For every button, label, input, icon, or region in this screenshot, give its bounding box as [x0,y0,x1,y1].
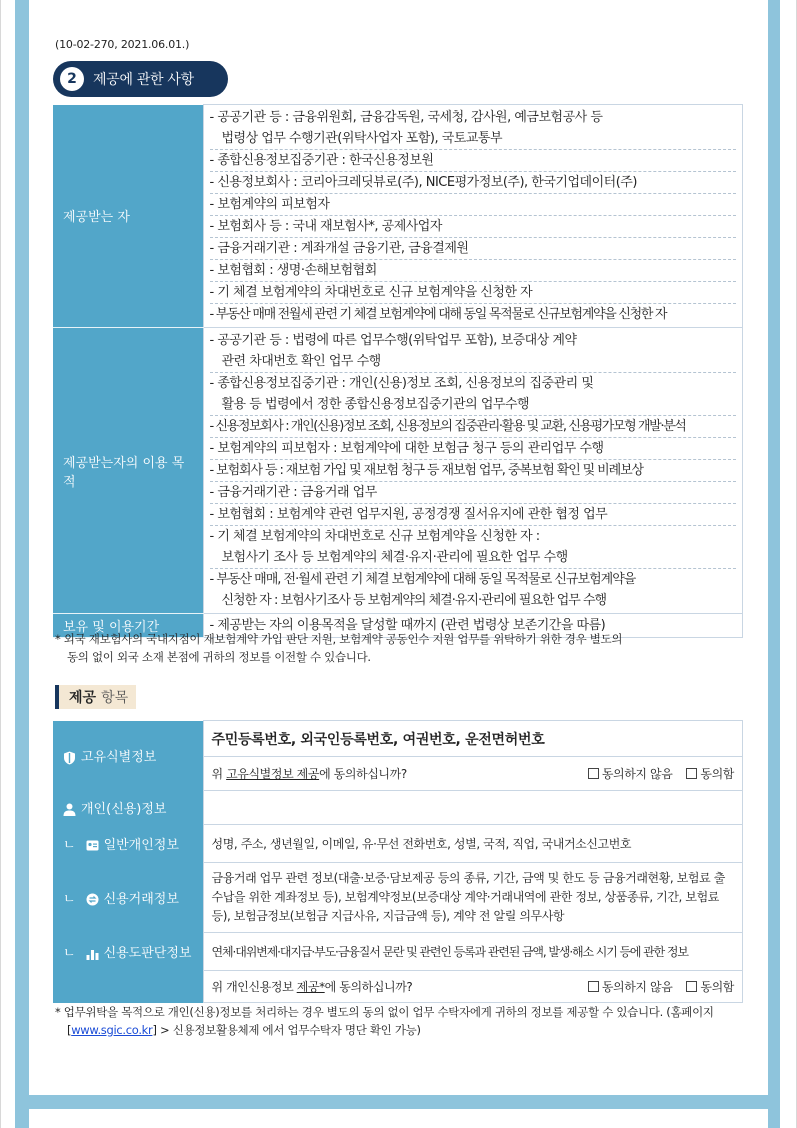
table-row [53,105,743,328]
disagree-label: 동의하지 않음 [601,980,673,994]
bar-chart-icon [86,948,99,960]
list-item: - 종합신용정보집중기관 : 개인(신용)정보 조회, 신용정보의 집중관리 및 활용 등 법령에서 정한 종합신용정보집중기관의 업무수행 [210,373,737,416]
table-row [53,791,743,825]
personal-consent-label-cell [53,971,203,1003]
list-item: - 신용정보회사 : 개인(신용)정보 조회, 신용정보의 집중관리·활용 및 교환, 신용평가모형 개발·분석 [210,416,737,438]
provision-table [53,104,743,638]
tree-branch-icon: ㄴ [63,946,76,961]
personal-empty-cell [203,791,743,825]
unique-id-disagree-checkbox[interactable] [588,765,673,782]
id-card-icon [86,840,99,851]
unique-id-content: 주민등록번호, 외국인등록번호, 여권번호, 운전면허번호 [203,721,743,757]
footnote-reinsurance: * 외국 재보험사의 국내지점이 재보험계약 가입 판단 지원, 보험계약 공동인수 지원 업무를 위탁하기 위한 경우 별도의 동의 없이 외국 소재 본점에 귀하의 정보를 이전할 수 있습니다. [55,632,623,664]
personal-consent-row [203,971,743,1003]
agree-label: 동의함 [700,980,734,994]
list-item: - 부동산 매매 전월세 관련 기 체결 보험계약에 대해 동일 목적물로 신규보험계약을 신청한 자 [209,307,667,322]
list-item: - 기 체결 보험계약의 차대번호로 신규 보험계약을 신청한 자 : 보험사기 조사 등 보험계약의 체결·유지·관리에 필요한 업무 수행 [210,526,737,569]
question-prefix: 위 개인신용정보 [211,980,297,994]
unique-id-agree-checkbox[interactable] [686,765,734,782]
items-heading-bold: 제공 [69,690,97,706]
trade-label: 신용거래정보 [103,892,179,907]
list-item: - 보험회사 등 : 재보험 가입 및 재보험 청구 등 재보험 업무, 중복보험 확인 및 비례보상 [210,460,737,482]
list-item: - 공공기관 등 : 법령에 따른 업무수행(위탁업무 포함), 보증대상 계약 관련 차대번호 확인 업무 수행 [210,330,737,373]
credit-label-cell [53,933,203,971]
list-item: - 보험계약의 피보험자 [210,194,737,216]
general-label-cell [53,825,203,863]
list-item: - 공공기관 등 : 금융위원회, 금융감독원, 국세청, 감사원, 예금보험공사 등 법령상 업무 수행기관(위탁사업자 포함), 국토교통부 [210,107,737,150]
table-row [53,863,743,933]
question-underlined: 제공* [296,980,325,994]
list-item: - 부동산 매매, 전·월세 관련 기 체결 보험계약에 대해 동일 목적물로 신규보험계약을 신청한 자 : 보험사기조사 등 보험계약의 체결·유지·관리에 필요한 업무 수행 [209,572,636,608]
unique-id-label-cell [53,721,203,791]
exchange-icon [86,893,99,906]
tree-branch-icon: ㄴ [63,892,76,907]
personal-label: 개인(신용)정보 [81,802,167,817]
general-content: 성명, 주소, 생년월일, 이메일, 유·무선 전화번호, 성별, 국적, 직업, 국내거소신고번호 [203,825,743,863]
personal-question [212,978,413,995]
recipient-label: 제공받는 자 [53,105,203,328]
disagree-label: 동의하지 않음 [601,767,673,781]
list-item: - 종합신용정보집중기관 : 한국신용정보원 [210,150,737,172]
tree-branch-icon: ㄴ [63,838,76,853]
list-item: - 제공받는 자의 이용목적을 달성할 때까지 (관련 법령상 보존기간을 따름) [209,618,606,633]
table-row [53,721,743,757]
website-link[interactable]: www.sgic.co.kr [71,1023,153,1037]
credit-content: 연체·대위변제·대지급·부도·금융질서 문란 및 관련인 등록과 관련된 금액, 발생·해소 시기 등에 관한 정보 [203,933,743,971]
shield-icon [63,751,76,765]
unique-id-question [212,765,407,782]
question-suffix: 에 동의하십니까? [324,980,413,994]
bottom-border-band [15,1095,780,1109]
items-table [53,720,743,1003]
trade-content: 금융거래 업무 관련 정보(대출·보증·담보제공 등의 종류, 기간, 금액 및 한도 등 금융거래현황, 보험료 출수납을 위한 계좌정보 등), 보험계약정보(보증대상 계약·거래내역에 관한 정보, 상품종류, 기간, 보험료 등), 보험금정보(보험금 지급사유, 지급금액 등), 계약 전 알릴 의무사항 [203,863,743,933]
list-item: - 보험계약의 피보험자 : 보험계약에 대한 보험금 청구 등의 관리업무 수행 [210,438,737,460]
table-row [53,825,743,863]
person-icon [63,803,76,816]
general-label: 일반개인정보 [103,838,179,853]
footnote-text-after: ] > 신용정보활용체제 에서 업무수탁자 명단 확인 가능) [152,1023,421,1037]
question-underlined: 고유식별정보 제공 [226,767,320,781]
unique-id-consent-row [203,757,743,791]
recipient-content [203,105,743,328]
right-border-band [768,0,780,1128]
footnote-outsourcing [55,1003,745,1039]
section-title: 제공에 관한 사항 [93,72,194,88]
purpose-label: 제공받는자의 이용 목적 [53,328,203,614]
section-heading [53,61,228,97]
list-item: - 보험협회 : 보험계약 관련 업무지원, 공정경쟁 질서유지에 관한 협정 업무 [210,504,737,526]
personal-agree-checkbox[interactable] [686,978,734,995]
unique-id-label: 고유식별정보 [81,750,157,765]
question-suffix: 에 동의하십니까? [319,767,407,781]
left-border-band [15,0,29,1128]
retention-label: 보유 및 이용기간 [53,614,203,638]
personal-label-cell [53,791,203,825]
list-item: - 보험협회 : 생명·손해보험협회 [210,260,737,282]
list-item: - 보험회사 등 : 국내 재보험사*, 공제사업자 [210,216,737,238]
purpose-content [203,328,743,614]
credit-label: 신용도판단정보 [103,946,192,961]
table-row [53,933,743,971]
items-heading [55,685,136,709]
footnote-text: * 업무위탁을 목적으로 개인(신용)정보를 처리하는 경우 별도의 동의 없이 업무 수탁자에게 귀하의 정보를 제공할 수 있습니다. (홈페이지 [ [55,1005,714,1037]
list-item: - 기 체결 보험계약의 차대번호로 신규 보험계약을 신청한 자 [210,282,737,304]
table-row [53,971,743,1003]
section-number: 2 [60,67,84,91]
list-item: - 신용정보회사 : 코리아크레딧뷰로(주), NICE평가정보(주), 한국기업데이터(주) [210,172,737,194]
list-item: - 금융거래기관 : 계좌개설 금융기관, 금융결제원 [210,238,737,260]
question-prefix: 위 [211,767,227,781]
trade-label-cell [53,863,203,933]
agree-label: 동의함 [700,767,734,781]
personal-disagree-checkbox[interactable] [588,978,673,995]
items-heading-rest: 항목 [101,690,129,706]
table-row [53,328,743,614]
list-item: - 금융거래기관 : 금융거래 업무 [210,482,737,504]
document-code: (10-02-270, 2021.06.01.) [55,38,190,51]
